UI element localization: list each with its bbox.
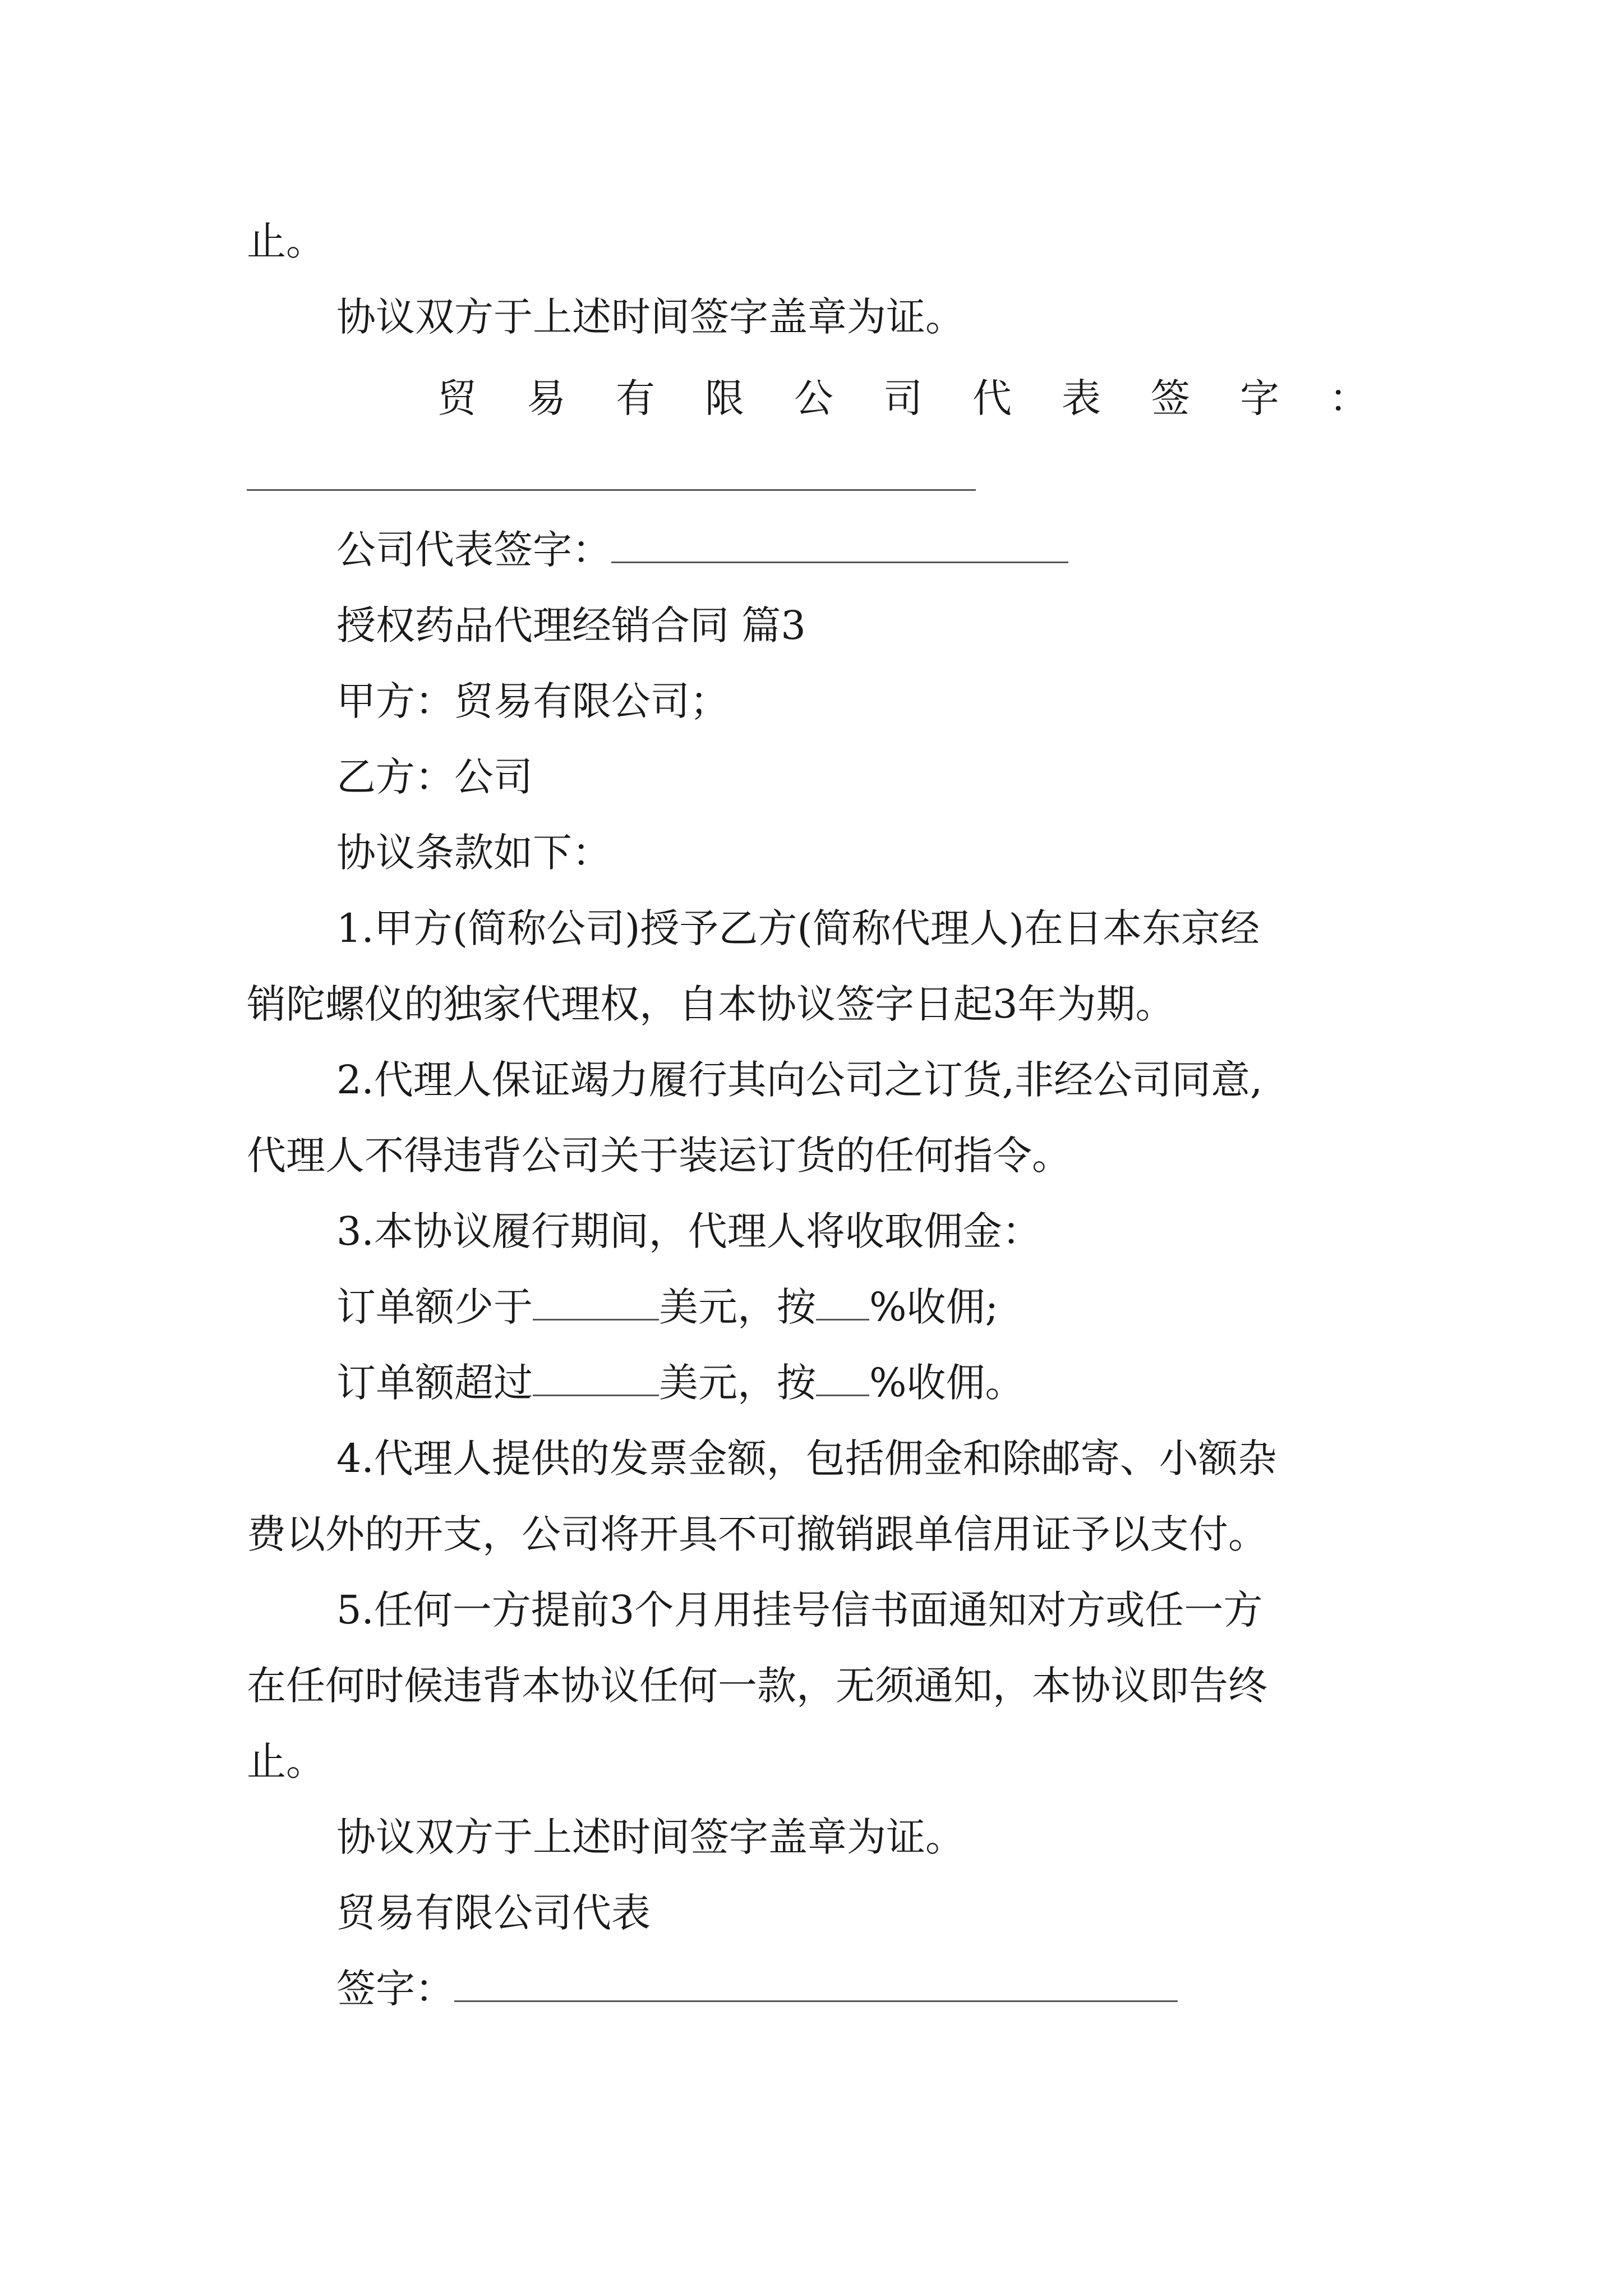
clause-5: 5.任何一方提前3个月用挂号信书面通知对方或任一方 xyxy=(336,1587,1263,1633)
signature-label: 签字： xyxy=(336,1966,454,2012)
signature-blank xyxy=(611,527,1068,563)
clause-1: 1.甲方(简称公司)授予乙方(简称代理人)在日本东京经 xyxy=(336,905,1260,951)
heading-char: 有 xyxy=(616,375,655,421)
commission-line xyxy=(336,1282,998,1332)
section-title: 授权药品代理经销合同 篇3 xyxy=(336,602,806,648)
heading-char: 签 xyxy=(1151,375,1190,421)
commission-text: 美元，按 xyxy=(659,1360,816,1406)
commission-text: 订单额超过 xyxy=(336,1360,533,1406)
clause-2: 2.代理人保证竭力履行其向公司之订货,非经公司同意, xyxy=(336,1057,1263,1103)
clause-3: 3.本协议履行期间，代理人将收取佣金： xyxy=(336,1208,1041,1254)
heading-char: 字 xyxy=(1240,375,1279,421)
signature-line xyxy=(336,524,1068,575)
amount-blank xyxy=(533,1284,659,1320)
percent-blank xyxy=(816,1360,869,1396)
heading-char: 公 xyxy=(794,375,833,421)
signature-label: 公司代表签字： xyxy=(336,527,611,573)
commission-text: %收佣。 xyxy=(869,1360,1025,1406)
commission-text: 订单额少于 xyxy=(336,1284,533,1330)
text-line: 甲方：贸易有限公司； xyxy=(336,678,729,724)
heading-char: 司 xyxy=(883,375,923,421)
heading-char: 限 xyxy=(705,375,744,421)
commission-text: 美元，按 xyxy=(659,1284,816,1330)
spaced-signature-heading xyxy=(437,373,1368,424)
percent-blank xyxy=(816,1284,869,1320)
signature-line xyxy=(336,1963,1178,2014)
commission-line xyxy=(336,1358,1025,1408)
text-line: 协议双方于上述时间签字盖章为证。 xyxy=(336,1814,965,1860)
heading-char: 易 xyxy=(527,375,566,421)
text-line: 协议条款如下： xyxy=(336,830,611,876)
signature-blank xyxy=(454,1966,1178,2002)
text-line: 在任何时候违背本协议任何一款，无须通知，本协议即告终 xyxy=(247,1663,1267,1709)
clause-4: 4.代理人提供的发票金额，包括佣金和除邮寄、小额杂 xyxy=(336,1435,1277,1481)
text-line: 费以外的开支，公司将开具不可撤销跟单信用证予以支付。 xyxy=(247,1511,1267,1557)
text-line: 代理人不得违背公司关于装运订货的任何指令。 xyxy=(247,1133,1071,1179)
heading-char: 表 xyxy=(1062,375,1101,421)
text-line: 止。 xyxy=(247,218,325,264)
amount-blank xyxy=(533,1360,659,1396)
commission-text: %收佣; xyxy=(869,1284,999,1330)
text-line: 贸易有限公司代表 xyxy=(336,1890,651,1936)
heading-char: 贸 xyxy=(437,375,477,421)
text-line: 协议双方于上述时间签字盖章为证。 xyxy=(336,294,965,340)
text-line: 乙方：公司 xyxy=(336,754,533,800)
signature-underline xyxy=(247,489,976,491)
text-line: 止。 xyxy=(247,1738,325,1784)
heading-char: ： xyxy=(1329,375,1368,421)
heading-char: 代 xyxy=(972,375,1012,421)
text-line: 销陀螺仪的独家代理权，自本协议签字日起3年为期。 xyxy=(247,981,1175,1027)
